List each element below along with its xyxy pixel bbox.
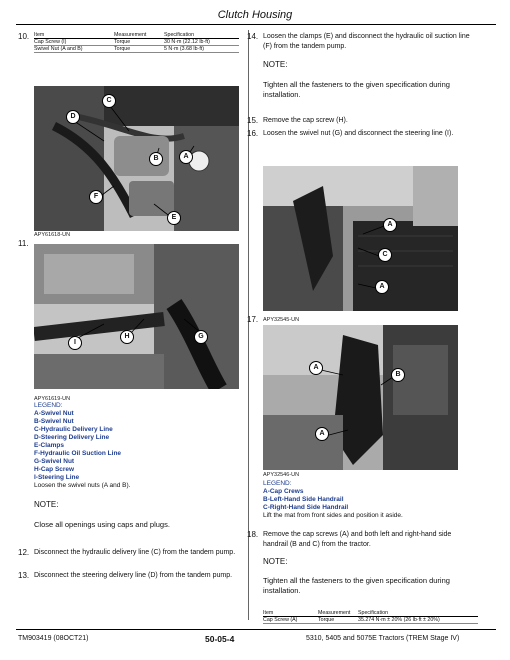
legend-1-item: D-Steering Delivery Line: [34, 434, 110, 441]
footer-model: 5310, 5405 and 5075E Tractors (TREM Stage IV): [306, 635, 460, 642]
spec2-r0-spec: 35.274 N·m ± 20% (26 lb·ft ± 20%): [358, 617, 478, 624]
spec1-r1-measure: Torque: [114, 46, 164, 53]
header-rule: [16, 24, 496, 25]
legend-1-item: B-Swivel Nut: [34, 418, 74, 425]
note-1-text: Tighten all the fasteners to the given specification during installation.: [263, 80, 450, 99]
spec1-r0-item: Cap Screw (I): [34, 39, 114, 46]
note-3-heading: NOTE:: [263, 557, 288, 566]
legend-1-item: H-Cap Screw: [34, 466, 75, 473]
spec1-r1-spec: 5 N·m (3.68 lb·ft): [164, 46, 239, 53]
figure-1-callout-a: A: [179, 150, 193, 164]
spec2-r0-item: Cap Screw (A): [263, 617, 318, 624]
figure-1-callout-c: C: [102, 94, 116, 108]
note-1-heading: NOTE:: [263, 60, 288, 69]
legend-1-item: G-Swivel Nut: [34, 458, 75, 465]
spec1-r0-measure: Torque: [114, 39, 164, 46]
figure-1-photo: [34, 86, 239, 231]
spec1-header-spec: Specification: [164, 32, 239, 39]
figure-1-id: APY61618-UN: [34, 232, 71, 238]
step-13-number: 13.: [18, 571, 30, 580]
figure-3-id: APY32545-UN: [263, 317, 300, 323]
step-14-number: 14.: [247, 32, 259, 41]
step-12-number: 12.: [18, 548, 30, 557]
legend-1-item: C-Hydraulic Delivery Line: [34, 426, 113, 433]
legend-1-item: F-Hydraulic Oil Suction Line: [34, 450, 122, 457]
figure-3-callout-a: A: [383, 218, 397, 232]
step-15-number: 15.: [247, 116, 259, 125]
legend-1-title: LEGEND:: [34, 402, 63, 409]
spec2-header-measure: Measurement: [318, 610, 358, 617]
step-14-text: Loosen the clamps (E) and disconnect the hydraulic oil suction line (F) from the tandem pump.: [263, 33, 470, 50]
legend-1-after-text: Loosen the swivel nuts (A and B).: [34, 482, 131, 489]
footer-rule: [16, 629, 496, 630]
note-2-text: Close all openings using caps and plugs.: [34, 520, 170, 529]
step-12-text: Disconnect the hydraulic delivery line (C) from the tandem pump.: [34, 549, 236, 556]
legend-2: [263, 480, 478, 520]
figure-3-callout-c: C: [378, 248, 392, 262]
figure-1-callout-f: F: [89, 190, 103, 204]
legend-2-after-text: Lift the mat from front sides and position it aside.: [263, 512, 403, 519]
figure-2-callout-g: G: [194, 330, 208, 344]
spec2-header-spec: Specification: [358, 610, 478, 617]
legend-1: [34, 402, 244, 490]
figure-3-photo: [263, 166, 458, 311]
figure-1-callout-e: E: [167, 211, 181, 225]
figure-4-callout-a: A: [309, 361, 323, 375]
spec1-header-item: Item: [34, 32, 114, 39]
spec2-r0-measure: Torque: [318, 617, 358, 624]
step-17-number: 17.: [247, 315, 259, 324]
note-3-text: Tighten all the fasteners to the given specification during installation.: [263, 576, 450, 595]
step-18-text: Remove the cap screws (A) and both left and right-hand side handrail (B and C) from the tractor.: [263, 531, 452, 548]
legend-2-title: LEGEND:: [263, 480, 292, 487]
step-11-number: 11.: [18, 239, 29, 248]
step-13-text: Disconnect the steering delivery line (D) from the tandem pump.: [34, 572, 233, 579]
footer-page-number: 50-05-4: [205, 634, 235, 644]
step-18-number: 18.: [247, 530, 259, 539]
figure-4-callout-a: A: [315, 427, 329, 441]
spec2-header-item: Item: [263, 610, 318, 617]
figure-4-callout-b: B: [391, 368, 405, 382]
spec1-r1-item: Swivel Nut (A and B): [34, 46, 114, 53]
note-2-heading: NOTE:: [34, 500, 59, 509]
footer-doc-id: TM903419 (08OCT21): [18, 635, 89, 642]
legend-2-item: C-Right-Hand Side Handrail: [263, 504, 349, 511]
step-16-text: Loosen the swivel nut (G) and disconnect the steering line (I).: [263, 130, 454, 137]
spec-table-2: [263, 610, 478, 624]
figure-4-leaders: [263, 325, 458, 470]
step-10-number: 10.: [18, 32, 30, 41]
spec1-header-measure: Measurement: [114, 32, 164, 39]
legend-1-item: E-Clamps: [34, 442, 64, 449]
figure-2-callout-h: H: [120, 330, 134, 344]
spec1-r0-spec: 30 N·m (22.12 lb·ft): [164, 39, 239, 46]
figure-4-photo: [263, 325, 458, 470]
legend-2-item: B-Left-Hand Side Handrail: [263, 496, 344, 503]
figure-1-callout-d: D: [66, 110, 80, 124]
figure-2-photo: [34, 244, 239, 389]
figure-2-callout-i: I: [68, 336, 82, 350]
legend-1-item: I-Steering Line: [34, 474, 80, 481]
legend-2-item: A-Cap Crews: [263, 488, 304, 495]
figure-1-callout-b: B: [149, 152, 163, 166]
step-16-number: 16.: [247, 129, 259, 138]
figure-3-callout-a: A: [375, 280, 389, 294]
figure-3-leaders: [263, 166, 458, 311]
spec-table-1: [34, 32, 239, 53]
figure-2-leaders: [34, 244, 239, 389]
figure-1-leaders: [34, 86, 239, 231]
step-15-text: Remove the cap screw (H).: [263, 117, 348, 124]
figure-4-id: APY32546-UN: [263, 472, 300, 478]
legend-1-item: A-Swivel Nut: [34, 410, 74, 417]
page-header-title: Clutch Housing: [217, 9, 293, 21]
figure-2-id: APY61619-UN: [34, 396, 71, 402]
